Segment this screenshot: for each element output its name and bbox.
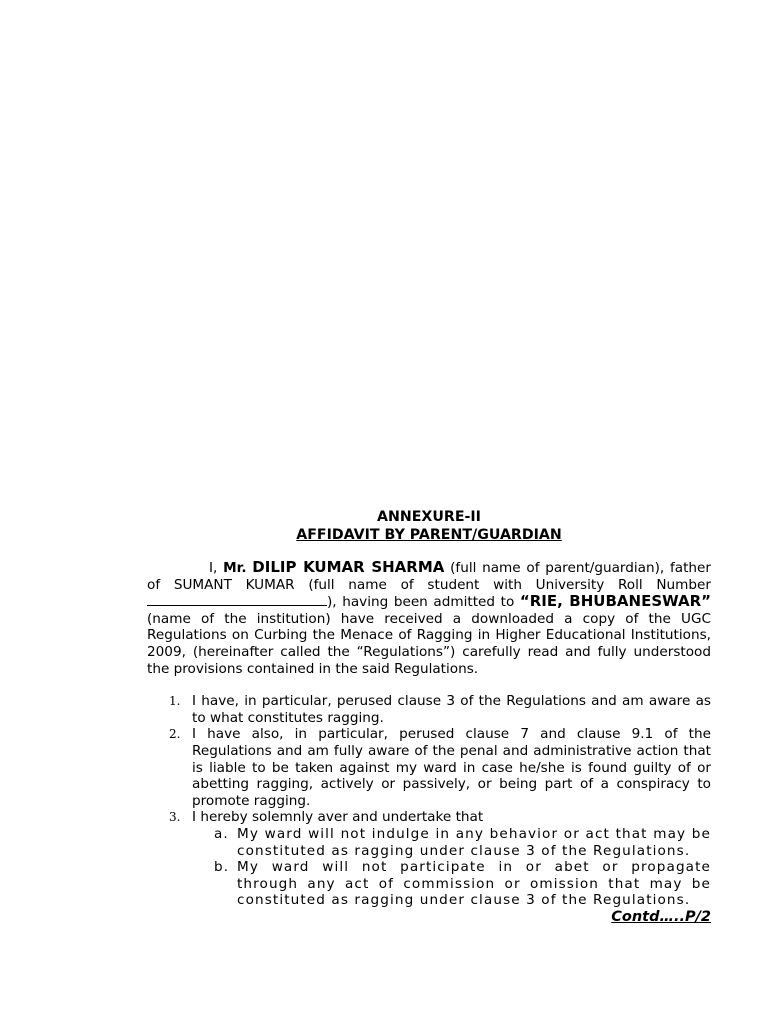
document-page [147, 508, 711, 926]
list-item [147, 726, 711, 809]
item-text: I have also, in particular, perused clause 7 and clause 9.1 of the Regulations and am fully aware of the penal and administrative action that is liable to be taken against my ward in case he/she is found guilty of or abetting ragging, actively or passively, or being part of a conspiracy to promote ragging. [192, 726, 711, 809]
item-number: 1. [169, 694, 181, 709]
sublist-item [192, 826, 711, 859]
declaration-text-1: (full name of parent/guardian), father of SUMANT KUMAR (full name of student with University Roll Number [147, 560, 711, 593]
subitem-letter: a. [214, 825, 229, 842]
list-item [147, 693, 711, 726]
institution-name: “RIE, BHUBANESWAR” [519, 592, 712, 611]
undertaking-list [147, 693, 711, 909]
subitem-text: My ward will not indulge in any behavior or act that may be constituted as ragging under clause 3 of the Regulations. [237, 825, 711, 859]
undertaking-sublist [192, 826, 711, 909]
subitem-text: My ward will not participate in or abet or propagate through any act of commission or omission that may be constituted as ragging under clause 3 of the Regulations. [237, 859, 711, 909]
list-item [147, 809, 711, 909]
declaration-text-3: (name of the institution) have received a downloaded a copy of the UGC Regulations on Curbing the Menace of Ragging in Higher Educational Institutions, 2009, (hereinafter called the “Regulations”) carefully read and fully understood the provisions contained in the said Regulations. [147, 610, 711, 677]
annexure-heading: ANNEXURE-II [377, 509, 481, 525]
item-number: 2. [169, 727, 181, 742]
parent-name: DILIP KUMAR SHARMA [252, 558, 445, 576]
continued-marker: Contd…..P/2 [611, 908, 711, 925]
item-number: 3. [169, 810, 181, 825]
declaration-pronoun: I, [209, 560, 218, 576]
item-text: I have, in particular, perused clause 3 of the Regulations and am aware as to what constitutes ragging. [192, 693, 711, 726]
affidavit-title: AFFIDAVIT BY PARENT/GUARDIAN [296, 527, 562, 543]
roll-number-blank [147, 593, 327, 606]
subitem-letter: b. [214, 859, 230, 876]
item-text: I hereby solemnly aver and undertake that [192, 809, 484, 826]
parent-honorific: Mr. [223, 560, 247, 576]
declaration-text-2: ), having been admitted to [327, 594, 515, 611]
declaration-paragraph [147, 559, 711, 677]
sublist-item [192, 859, 711, 909]
